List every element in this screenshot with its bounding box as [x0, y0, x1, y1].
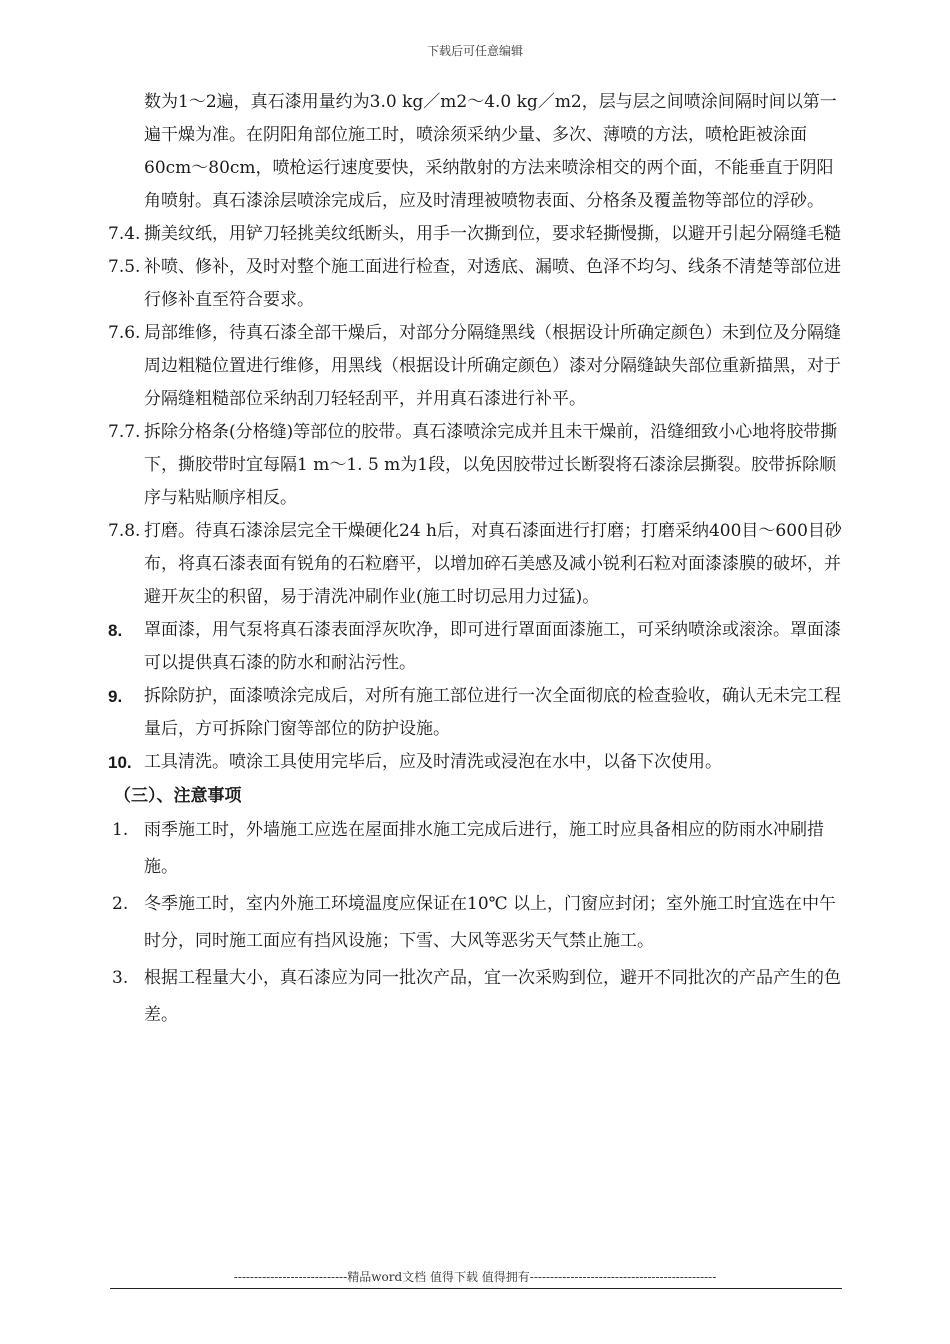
list-item — [108, 251, 844, 317]
footer-text: ----------------------------精品word文档 值得下载 值得拥有---------------------------------------------- — [233, 1270, 717, 1284]
note-text: 冬季施工时，室内外施工环境温度应保证在10℃ 以上，门窗应封闭；室外施工时宜选在中午时分，同时施工面应有挡风设施；下雪、大风等恶劣天气禁止施工。 — [144, 894, 837, 951]
item-number: 7.8. — [108, 521, 141, 541]
note-number: 1. — [112, 820, 129, 840]
item-text: 撕美纹纸，用铲刀轻挑美纹纸断头，用手一次撕到位，要求轻撕慢撕，以避开引起分隔缝毛糙 — [144, 224, 841, 244]
item-text: 工具清洗。喷涂工具使用完毕后，应及时清洗或浸泡在水中，以备下次使用。 — [144, 752, 722, 772]
note-item — [108, 812, 844, 886]
item-text: 局部维修，待真石漆全部干燥后，对部分分隔缝黑线（根据设计所确定颜色）未到位及分隔缝周边粗糙位置进行维修，用黑线（根据设计所确定颜色）漆对分隔缝缺失部位重新描黑，对于分隔缝粗糙部位采纳刮刀轻轻刮平，并用真石漆进行补平。 — [144, 323, 841, 409]
intro-paragraph: 数为1～2遍，真石漆用量约为3.0 kg／m2～4.0 kg／m2，层与层之间喷涂间隔时间以第一遍干燥为准。在阴阳角部位施工时，喷涂须采纳少量、多次、薄喷的方法，喷枪距被涂面60cm～80cm，喷枪运行速度要快，采纳散射的方法来喷涂相交的两个面，不能垂直于阴阳角喷射。真石漆涂层喷涂完成后，应及时清理被喷物表面、分格条及覆盖物等部位的浮砂。 — [144, 92, 837, 211]
item-number: 9. — [108, 687, 123, 706]
footer-divider — [110, 1288, 842, 1289]
section-heading: （三）、注意事项 — [114, 786, 242, 805]
item-number: 7.4. — [108, 224, 141, 244]
list-item — [108, 746, 844, 779]
note-text: 雨季施工时，外墙施工应选在屋面排水施工完成后进行，施工时应具备相应的防雨水冲刷措施。 — [144, 820, 824, 877]
item-number: 7.7. — [108, 422, 141, 442]
list-item — [108, 416, 844, 515]
item-number: 8. — [108, 621, 123, 640]
item-number: 7.6. — [108, 323, 141, 343]
list-item — [108, 515, 844, 614]
note-item — [108, 886, 844, 960]
item-text: 拆除防护，面漆喷涂完成后，对所有施工部位进行一次全面彻底的检查验收，确认无未完工程量后，方可拆除门窗等部位的防护设施。 — [144, 686, 841, 739]
note-item — [108, 960, 844, 1034]
item-text: 拆除分格条(分格缝)等部位的胶带。真石漆喷涂完成并且未干燥前，沿缝细致小心地将胶带撕下，撕胶带时宜每隔1 m～1. 5 m为1段，以免因胶带过长断裂将石漆涂层撕裂。胶带拆除顺序与粘贴顺序相反。 — [144, 422, 838, 508]
note-number: 3. — [112, 968, 129, 988]
note-text: 根据工程量大小，真石漆应为同一批次产品，宜一次采购到位，避开不同批次的产品产生的色差。 — [144, 968, 841, 1025]
item-number: 10. — [108, 753, 132, 772]
list-item — [108, 317, 844, 416]
header-note: 下载后可任意编辑 — [426, 44, 523, 58]
list-item — [108, 680, 844, 746]
list-item — [108, 614, 844, 680]
list-item — [108, 218, 844, 251]
item-text: 打磨。待真石漆涂层完全干燥硬化24 h后，对真石漆面进行打磨；打磨采纳400目～600目砂布，将真石漆表面有锐角的石粒磨平，以增加碎石美感及减小锐利石粒对面漆漆膜的破坏，并避开灰尘的积留，易于清洗冲刷作业(施工时切忌用力过猛)。 — [144, 521, 842, 607]
note-number: 2. — [112, 894, 129, 914]
document-body — [108, 86, 844, 1034]
item-text: 补喷、修补，及时对整个施工面进行检查，对透底、漏喷、色泽不均匀、线条不清楚等部位进行修补直至符合要求。 — [144, 257, 841, 310]
item-text: 罩面漆，用气泵将真石漆表面浮灰吹净，即可进行罩面面漆施工，可采纳喷涂或滚涂。罩面漆可以提供真石漆的防水和耐沾污性。 — [144, 620, 841, 673]
item-number: 7.5. — [108, 257, 141, 277]
